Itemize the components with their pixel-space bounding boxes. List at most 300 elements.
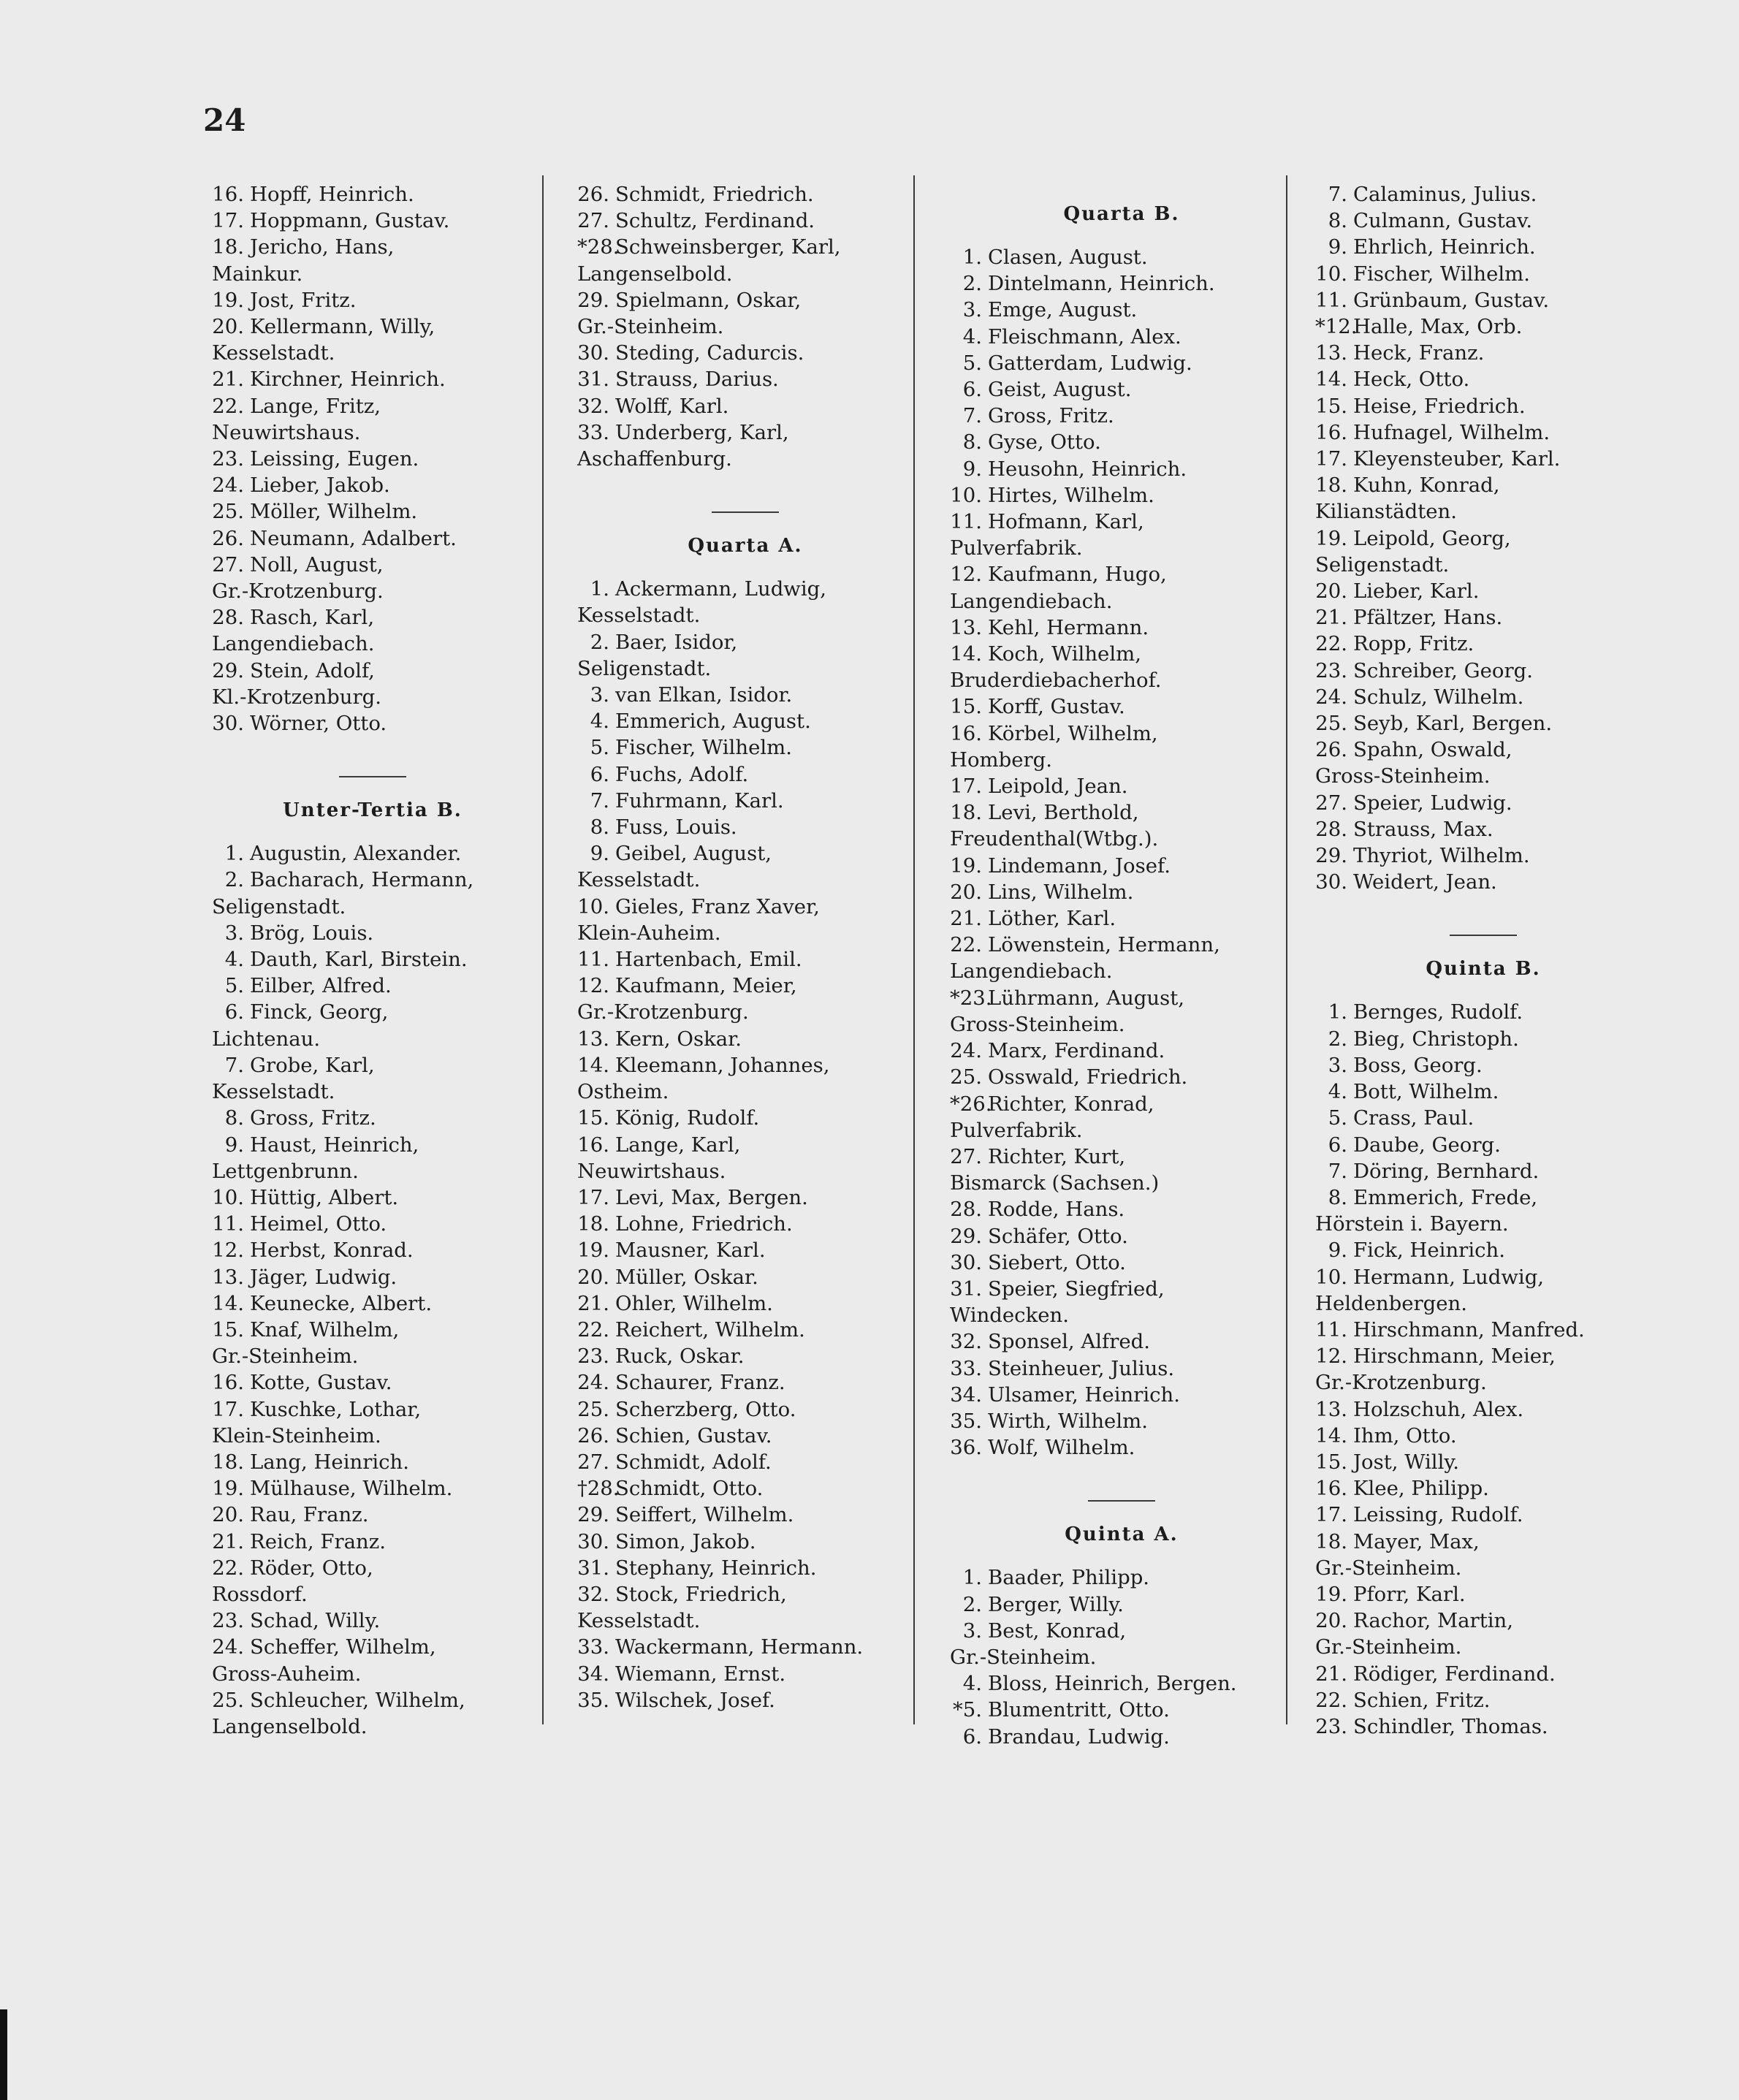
entry-number: 18. [1315,473,1347,498]
student-name: Osswald, Friedrich. [988,1065,1188,1089]
entry-number: 5. [590,736,609,760]
student-entry [212,525,533,552]
student-name: Seyb, Karl, Bergen. [1353,712,1553,736]
student-name: Emge, August. [988,298,1138,322]
student-entry [1315,419,1651,446]
student-entry [212,446,533,472]
student-entry [1315,261,1651,287]
student-entry [577,1237,913,1263]
entry-number: 15. [577,1106,609,1130]
student-entry [577,340,913,366]
student-entry [577,287,913,313]
entry-number: 25. [950,1065,982,1089]
student-entry [950,482,1293,509]
student-name: Lange, Karl, [615,1133,741,1157]
entry-number: 20. [212,315,244,339]
entry-number: 7. [1328,1159,1347,1183]
student-name: Brög, Louis. [250,921,374,945]
entry-number: 23. [212,1609,244,1633]
student-entry [1315,234,1651,260]
student-entry [1315,790,1651,816]
student-name: Koch, Wilhelm, [988,642,1141,666]
entry-number: 1. [962,1566,982,1590]
student-name: Schreiber, Georg. [1353,658,1533,682]
student-entry [577,761,913,788]
student-name: Schaurer, Franz. [615,1371,785,1395]
student-name: Underberg, Karl, [615,420,789,444]
student-name: Schad, Willy. [250,1609,381,1633]
entry-number: 9. [224,1133,244,1157]
student-entry [1315,313,1651,340]
entry-number: 17. [1315,447,1347,471]
student-residence: Langendiebach. [950,589,1113,613]
entry-number: 12. [212,1239,244,1263]
entry-number: 18. [1315,1529,1347,1553]
entry-number: 28. [212,606,244,630]
student-name: Klee, Philipp. [1353,1477,1489,1501]
student-name: Neumann, Adalbert. [250,526,457,550]
student-name: Ackermann, Ludwig, [615,577,826,601]
student-residence: Gross-Steinheim. [1315,764,1491,788]
entry-number: 21. [1315,606,1347,630]
student-name: Richter, Konrad, [988,1092,1154,1116]
entry-number: 21. [1315,1662,1347,1686]
entry-number: 5. [962,351,982,375]
student-entry [577,576,913,602]
student-name: Kleemann, Johannes, [615,1053,830,1077]
student-name: Kellermann, Willy, [250,315,435,339]
entry-number: 24. [212,473,244,498]
entry-number: 24. [212,1635,244,1659]
student-entry [950,509,1293,535]
student-name: Gatterdam, Ludwig. [988,351,1192,375]
entry-number: 1. [1328,1000,1347,1024]
student-residence: Hörstein i. Bayern. [1315,1212,1509,1236]
entry-number: 10. [577,894,609,918]
student-name: Wolf, Wilhelm. [988,1436,1135,1460]
student-name: Schien, Fritz. [1353,1688,1491,1712]
student-entry [577,1317,913,1343]
student-residence: Kesselstadt. [577,868,701,892]
student-name: Schmidt, Otto. [615,1477,764,1501]
entry-number: 2. [962,1592,982,1616]
student-name: Geist, August. [988,378,1132,402]
student-name: Kern, Oskar. [615,1027,742,1051]
student-name: Rasch, Karl, [250,606,375,630]
student-entry [212,552,533,578]
entry-number: 25. [577,1397,609,1421]
student-entry [577,946,913,973]
column-2 [577,181,913,1713]
student-name: Thyriot, Wilhelm. [1353,844,1530,868]
student-entry [950,1196,1293,1222]
entry-number: 33. [950,1356,982,1380]
entry-number: 4. [590,709,609,734]
entry-number: 21. [212,1529,244,1553]
entry-number: 10. [950,483,982,507]
entry-number: 11. [212,1212,244,1236]
class-heading: Quarta A. [688,535,803,558]
entry-number: 30. [212,712,244,736]
student-name: Strauss, Max. [1353,817,1493,841]
student-name: Knaf, Wilhelm, [250,1317,400,1342]
student-residence: Gr.-Steinheim. [577,315,724,339]
student-name: Schulz, Wilhelm. [1353,685,1524,709]
student-entry [577,1555,913,1581]
student-entry [950,350,1293,376]
student-name: Weidert, Jean. [1353,870,1497,894]
student-name: Boss, Georg. [1353,1053,1483,1077]
student-name: Pfältzer, Hans. [1353,606,1503,630]
student-residence: Langendiebach. [212,632,375,656]
student-entry [1315,737,1651,763]
entry-number: 20. [577,1265,609,1289]
entry-number: 24. [1315,685,1347,709]
entry-number: 27. [577,209,609,233]
student-name: Hopff, Heinrich. [250,183,414,206]
entry-number: 6. [1328,1133,1347,1157]
student-entry [577,419,913,446]
student-entry [950,985,1293,1011]
entry-number: 21. [212,368,244,392]
student-entry [212,604,533,631]
student-entry [950,1144,1293,1170]
student-entry [577,393,913,419]
student-name: Calaminus, Julius. [1353,183,1537,206]
entry-number: 16. [950,721,982,745]
student-name: Ehrlich, Heinrich. [1353,235,1536,259]
student-entry [212,1105,533,1131]
student-entry [1315,1184,1651,1211]
student-entry [577,1211,913,1237]
entry-number: 10. [1315,262,1347,286]
student-entry [950,403,1293,429]
student-name: Fleischmann, Alex. [988,324,1181,349]
student-entry [1315,710,1651,737]
student-name: Kuhn, Konrad, [1353,473,1500,498]
student-name: Ulsamer, Heinrich. [988,1382,1180,1407]
entry-number: 21. [577,1291,609,1315]
student-entry [1315,1608,1651,1634]
column-1 [212,181,533,1740]
student-residence: Kesselstadt. [212,341,335,365]
student-residence: Kesselstadt. [577,1609,701,1633]
student-entry [1315,366,1651,392]
student-residence: Neuwirtshaus. [577,1159,726,1183]
student-name: Bernges, Rudolf. [1353,1000,1523,1024]
section-separator [339,776,406,777]
student-entry [577,234,913,260]
student-residence: Kilianstädten. [1315,500,1457,524]
entry-number: 19. [212,288,244,312]
entry-number: 18. [212,1450,244,1474]
student-entry [950,1355,1293,1382]
student-entry [577,814,913,840]
student-entry [577,894,913,920]
student-residence: Seligenstadt. [212,894,346,918]
student-residence: Kesselstadt. [577,604,701,628]
entry-number: 4. [962,324,982,349]
student-name: Kleyensteuber, Karl. [1353,447,1561,471]
student-entry [1315,208,1651,234]
entry-number: 16. [212,183,244,206]
student-name: Mayer, Max, [1353,1529,1480,1553]
entry-number: 30. [577,341,609,365]
entry-number: 26. [1315,738,1347,762]
entry-number: 13. [212,1265,244,1289]
entry-number: 18. [212,235,244,259]
student-name: Steinheuer, Julius. [988,1356,1175,1380]
student-entry [1315,869,1651,895]
student-name: Schindler, Thomas. [1353,1714,1548,1738]
entry-number: 11. [1315,1317,1347,1342]
student-name: Rau, Franz. [250,1503,369,1527]
student-name: Geibel, August, [615,842,772,866]
student-name: Emmerich, August. [615,709,811,734]
student-name: Scherzberg, Otto. [615,1397,796,1421]
student-entry [212,1529,533,1555]
entry-number: 2. [1328,1027,1347,1051]
student-name: Grobe, Karl, [250,1053,375,1077]
student-name: Kuschke, Lothar, [250,1397,422,1421]
student-entry [577,1475,913,1502]
student-residence: Gr.-Krotzenburg. [577,1000,749,1024]
entry-number: 11. [577,948,609,972]
student-name: Döring, Bernhard. [1353,1159,1540,1183]
student-entry [950,1670,1293,1697]
student-residence: Lettgenbrunn. [212,1159,359,1183]
student-entry [212,1634,533,1660]
student-entry [950,1328,1293,1355]
student-name: Kehl, Hermann. [988,615,1149,639]
entry-number: 20. [1315,1609,1347,1633]
student-name: Fuss, Louis. [615,815,737,840]
student-name: Lohne, Friedrich. [615,1212,793,1236]
student-entry [212,840,533,867]
entry-number: 33. [577,1635,609,1659]
student-name: Heusohn, Heinrich. [988,457,1187,481]
student-name: Leipold, Georg, [1353,526,1511,550]
student-entry [212,1687,533,1713]
entry-number: 9. [962,457,982,481]
student-name: Blumentritt, Otto. [988,1698,1170,1722]
student-name: Fuhrmann, Karl. [615,788,784,813]
entry-number: 11. [1315,288,1347,312]
entry-number: 26. [577,183,609,206]
student-name: Rödiger, Ferdinand. [1353,1662,1556,1686]
student-name: Siebert, Otto. [988,1250,1126,1274]
student-name: Möller, Wilhelm. [250,500,418,524]
entry-number: 32. [577,394,609,418]
student-name: Jäger, Ludwig. [250,1265,397,1289]
student-name: Hoppmann, Gustav. [250,209,450,233]
student-residence: Klein-Auheim. [577,921,721,945]
entry-number: 30. [1315,870,1347,894]
student-name: Leissing, Eugen. [250,447,419,471]
entry-number: 4. [962,1672,982,1696]
student-name: Finck, Georg, [250,1000,389,1024]
entry-number: 15. [212,1317,244,1342]
student-entry [950,1249,1293,1276]
student-entry [212,1052,533,1078]
entry-number: 32. [950,1330,982,1354]
student-entry [577,1423,913,1449]
student-entry [1315,1052,1651,1078]
student-name: Hirschmann, Meier, [1353,1344,1556,1369]
student-name: Leissing, Rudolf. [1353,1503,1523,1527]
student-entry [1315,1343,1651,1369]
student-entry [1315,525,1651,552]
entry-number: 2. [590,630,609,654]
student-name: Hirtes, Wilhelm. [988,483,1154,507]
student-entry [212,1369,533,1396]
entry-number: 23. [577,1344,609,1369]
student-entry [577,1105,913,1131]
entry-number: 15. [1315,1450,1347,1474]
student-name: Schmidt, Adolf. [615,1450,772,1474]
student-entry [577,181,913,208]
column-4 [1315,181,1651,1740]
student-name: Baader, Philipp. [988,1566,1150,1590]
entry-number: 1. [962,246,982,269]
student-residence: Heldenbergen. [1315,1291,1467,1315]
student-name: Lins, Wilhelm. [988,880,1134,904]
student-name: Berger, Willy. [988,1592,1124,1616]
student-name: Haust, Heinrich, [250,1133,419,1157]
student-name: Speier, Ludwig. [1353,791,1512,815]
entry-number: 22. [950,933,982,957]
student-entry [577,1290,913,1317]
student-entry [577,734,913,761]
student-name: Körbel, Wilhelm, [988,721,1158,745]
student-entry [577,708,913,734]
student-name: Brandau, Ludwig. [988,1724,1170,1749]
entry-number: 14. [212,1291,244,1315]
student-name: Crass, Paul. [1353,1106,1474,1130]
student-name: Heise, Friedrich. [1353,394,1526,418]
student-name: Eilber, Alfred. [250,974,392,998]
student-entry [212,472,533,498]
entry-number: 9. [1328,235,1347,259]
student-name: Wiemann, Ernst. [615,1662,786,1686]
entry-number: 23. [1315,658,1347,682]
student-residence: Gross-Auheim. [212,1662,362,1686]
entry-number: 18. [950,801,982,825]
student-name: Lange, Fritz, [250,394,381,418]
student-entry [950,1276,1293,1302]
entry-number: *23. [950,986,992,1010]
entry-number: 19. [1315,526,1347,550]
entry-number: 9. [590,842,609,866]
student-name: Grünbaum, Gustav. [1353,288,1550,312]
entry-number: 14. [1315,1423,1347,1447]
student-name: Levi, Berthold, [988,801,1139,825]
student-residence: Mainkur. [212,262,303,286]
student-name: Wörner, Otto. [250,712,387,736]
student-entry [577,788,913,814]
student-entry [577,1581,913,1608]
student-entry [1315,181,1651,208]
student-residence: Gr.-Steinheim. [212,1344,359,1369]
student-name: Löwenstein, Hermann, [988,933,1220,957]
entry-number: 16. [1315,420,1347,444]
student-name: Ruck, Oskar. [615,1344,745,1369]
student-entry [950,456,1293,482]
student-entry [950,641,1293,667]
student-name: Wolff, Karl. [615,394,729,418]
student-entry [212,1555,533,1581]
student-name: Hufnagel, Wilhelm. [1353,420,1550,444]
entry-number: 14. [950,642,982,666]
student-name: Heimel, Otto. [250,1212,387,1236]
student-name: Hartenbach, Emil. [615,948,802,972]
student-entry [950,693,1293,720]
student-entry [1315,1317,1651,1343]
entry-number: 20. [1315,579,1347,604]
entry-number: 19. [212,1477,244,1501]
student-name: Ohler, Wilhelm. [615,1291,773,1315]
student-name: Pforr, Karl. [1353,1582,1466,1606]
student-entry [212,181,533,208]
student-entry [1315,1661,1651,1687]
student-name: Löther, Karl. [988,907,1116,931]
entry-number: 13. [1315,341,1347,365]
student-name: Jost, Willy. [1353,1450,1460,1474]
entry-number: 35. [950,1409,982,1433]
student-residence: Pulverfabrik. [950,536,1083,560]
entry-number: 15. [1315,394,1347,418]
student-entry [212,1608,533,1634]
student-residence: Bruderdiebacherhof. [950,669,1162,693]
entry-number: 16. [577,1133,609,1157]
entry-number: 27. [950,1144,982,1168]
student-name: Spielmann, Oskar, [615,288,802,312]
student-entry [1315,472,1651,498]
student-name: Bloss, Heinrich, Bergen. [988,1672,1237,1696]
student-name: Augustin, Alexander. [250,842,462,866]
student-name: Best, Konrad, [988,1618,1127,1643]
student-entry [212,287,533,313]
student-entry [1315,1475,1651,1502]
student-residence: Lichtenau. [212,1027,321,1051]
student-name: Richter, Kurt, [988,1144,1126,1168]
student-entry [577,1264,913,1290]
student-name: Gieles, Franz Xaver, [615,894,820,918]
student-entry [577,1369,913,1396]
student-name: Mülhause, Wilhelm. [250,1477,453,1501]
entry-number: 21. [950,907,982,931]
student-name: Lindemann, Josef. [988,853,1171,878]
entry-number: 7. [1328,183,1347,206]
student-residence: Gr.-Steinheim. [1315,1635,1462,1659]
student-residence: Bismarck (Sachsen.) [950,1171,1160,1195]
entry-number: 5. [1328,1106,1347,1130]
entry-number: 13. [950,615,982,639]
student-entry [577,366,913,392]
entry-number: 15. [950,695,982,719]
student-entry [1315,1449,1651,1475]
entry-number: 30. [950,1250,982,1274]
student-entry [212,1184,533,1211]
student-name: Spahn, Oswald, [1353,738,1512,762]
student-name: Kotte, Gustav. [250,1371,392,1395]
entry-number: 8. [590,815,609,840]
student-name: Stock, Friedrich, [615,1582,787,1606]
student-residence: Neuwirtshaus. [212,420,361,444]
student-entry [212,1132,533,1158]
student-entry [950,905,1293,932]
student-entry [1315,1713,1651,1740]
